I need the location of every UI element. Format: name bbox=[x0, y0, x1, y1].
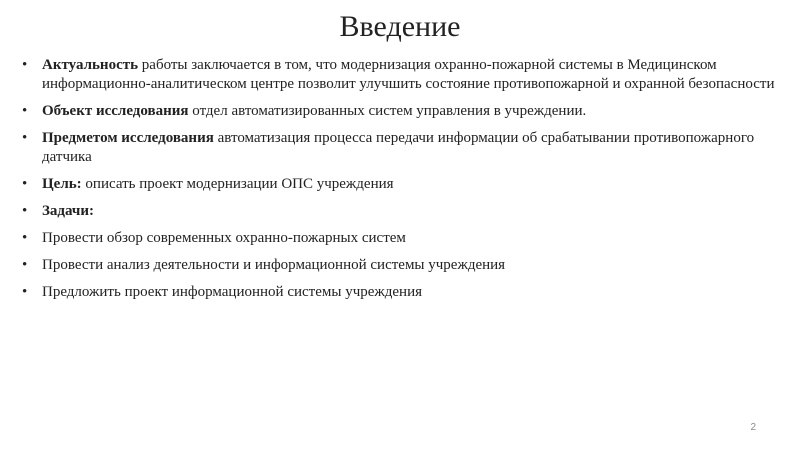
bullet-bold-label: Предметом исследования bbox=[42, 130, 214, 146]
bullet-bold-label: Актуальность bbox=[42, 57, 139, 73]
bullet-dot-icon: • bbox=[22, 130, 28, 146]
page-number: 2 bbox=[750, 422, 756, 433]
bullet-item-object bbox=[22, 102, 787, 121]
bullet-bold-label: Объект исследования bbox=[42, 103, 189, 119]
bullet-dot-icon: • bbox=[22, 284, 28, 300]
bullet-dot-icon: • bbox=[22, 57, 28, 73]
bullet-text: описать проект модернизации ОПС учреждения bbox=[81, 176, 394, 192]
bullet-text: Провести обзор современных охранно-пожарных систем bbox=[42, 230, 406, 246]
bullet-dot-icon: • bbox=[22, 230, 28, 246]
slide-title: Введение bbox=[339, 10, 461, 43]
bullet-bold-label: Цель: bbox=[42, 176, 82, 192]
bullet-dot-icon: • bbox=[22, 257, 28, 273]
bullet-list bbox=[22, 56, 787, 310]
bullet-dot-icon: • bbox=[22, 203, 28, 219]
bullet-dot-icon: • bbox=[22, 176, 28, 192]
bullet-item-relevance bbox=[22, 56, 787, 94]
bullet-text: автоматизация процесса передачи информации об срабатывании противопожарного датчика bbox=[42, 130, 755, 165]
bullet-item-task-proposal bbox=[22, 283, 787, 302]
bullet-text: отдел автоматизированных систем управления в учреждении. bbox=[188, 103, 587, 119]
bullet-item-task-analysis bbox=[22, 256, 787, 275]
bullet-bold-label: Задачи: bbox=[42, 203, 95, 219]
bullet-item-subject bbox=[22, 129, 787, 167]
bullet-text: Предложить проект информационной системы учреждения bbox=[42, 284, 423, 300]
bullet-dot-icon: • bbox=[22, 103, 28, 119]
bullet-text: Провести анализ деятельности и информационной системы учреждения bbox=[42, 257, 506, 273]
bullet-item-goal bbox=[22, 175, 787, 194]
bullet-text: работы заключается в том, что модернизация охранно-пожарной системы в Медицинском информационно-аналитическом центре позволит улучшить состояние противопожарной и охранной безопасности bbox=[42, 57, 775, 92]
bullet-item-task-review bbox=[22, 229, 787, 248]
bullet-item-tasks bbox=[22, 202, 787, 221]
